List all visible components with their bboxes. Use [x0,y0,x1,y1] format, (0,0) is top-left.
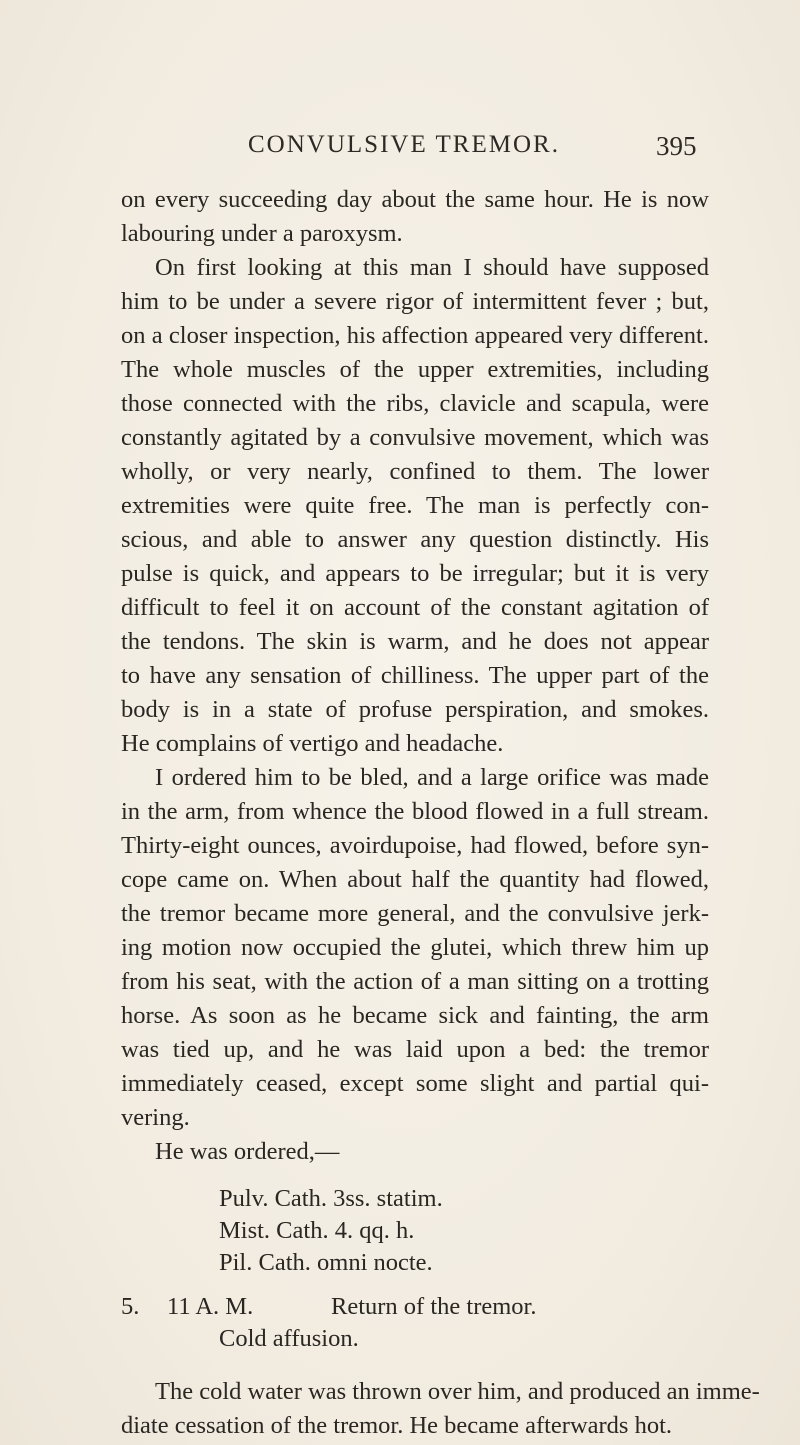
page-number: 395 [656,131,697,161]
prescription-line: Pil. Cath. omni nocte. [219,1249,433,1276]
closing-line-last: diate cessation of the tremor. He became afterwards hot. [121,1412,673,1439]
entry-note: Return of the tremor. [331,1293,537,1320]
text-line: was tied up, and he was laid upon a bed: the tremor [121,1036,709,1063]
text-line: the tremor became more general, and the convulsive jerk- [121,900,709,927]
text-line: cope came on. When about half the quantity had flowed, [121,866,709,893]
prescription-line: Pulv. Cath. 3ss. statim. [219,1185,443,1212]
text-line: difficult to feel it on account of the constant agitation of [121,594,709,621]
text-line: constantly agitated by a convulsive movement, which was [121,424,709,451]
text-line: those connected with the ribs, clavicle and scapula, were [121,390,709,417]
text-line: labouring under a paroxysm. [121,220,403,247]
entry-treatment: Cold affusion. [219,1325,359,1352]
text-line: He complains of vertigo and headache. [121,730,504,757]
text-line: scious, and able to answer any question distinctly. His [121,526,709,553]
text-line: horse. As soon as he became sick and fainting, the arm [121,1002,709,1029]
text-line: The whole muscles of the upper extremities, including [121,356,709,383]
text-line: I ordered him to be bled, and a large orifice was made [155,764,709,791]
text-line: On first looking at this man I should have supposed [155,254,709,281]
text-line: He was ordered,— [155,1138,340,1165]
text-line: the tendons. The skin is warm, and he does not appear [121,628,709,655]
text-line: on a closer inspection, his affection appeared very different. [121,322,709,349]
text-line: to have any sensation of chilliness. The upper part of the [121,662,709,689]
text-line: body is in a state of profuse perspiration, and smokes. [121,696,709,723]
text-line: Thirty-eight ounces, avoirdupoise, had flowed, before syn- [121,832,709,859]
prescription-line: Mist. Cath. 4. qq. h. [219,1217,415,1244]
entry-time: 11 A. M. [167,1293,254,1320]
text-line: ing motion now occupied the glutei, which threw him up [121,934,709,961]
text-line: extremities were quite free. The man is perfectly con- [121,492,709,519]
text-line: vering. [121,1104,190,1131]
text-line: him to be under a severe rigor of intermittent fever ; but, [121,288,709,315]
text-line: on every succeeding day about the same hour. He is now [121,186,709,213]
text-line: The cold water was thrown over him, and produced an imme- [155,1378,760,1405]
closing-line [155,1375,760,1409]
page-header [0,131,800,167]
text-line: wholly, or very nearly, confined to them. The lower [121,458,709,485]
text-line: pulse is quick, and appears to be irregular; but it is very [121,560,709,587]
entry-day: 5. [121,1293,140,1320]
running-title: CONVULSIVE TREMOR. [248,131,560,158]
text-line: in the arm, from whence the blood flowed in a full stream. [121,798,709,825]
text-line: immediately ceased, except some slight and partial qui- [121,1070,709,1097]
text-line: from his seat, with the action of a man sitting on a trotting [121,968,709,995]
body-text [121,183,709,1169]
